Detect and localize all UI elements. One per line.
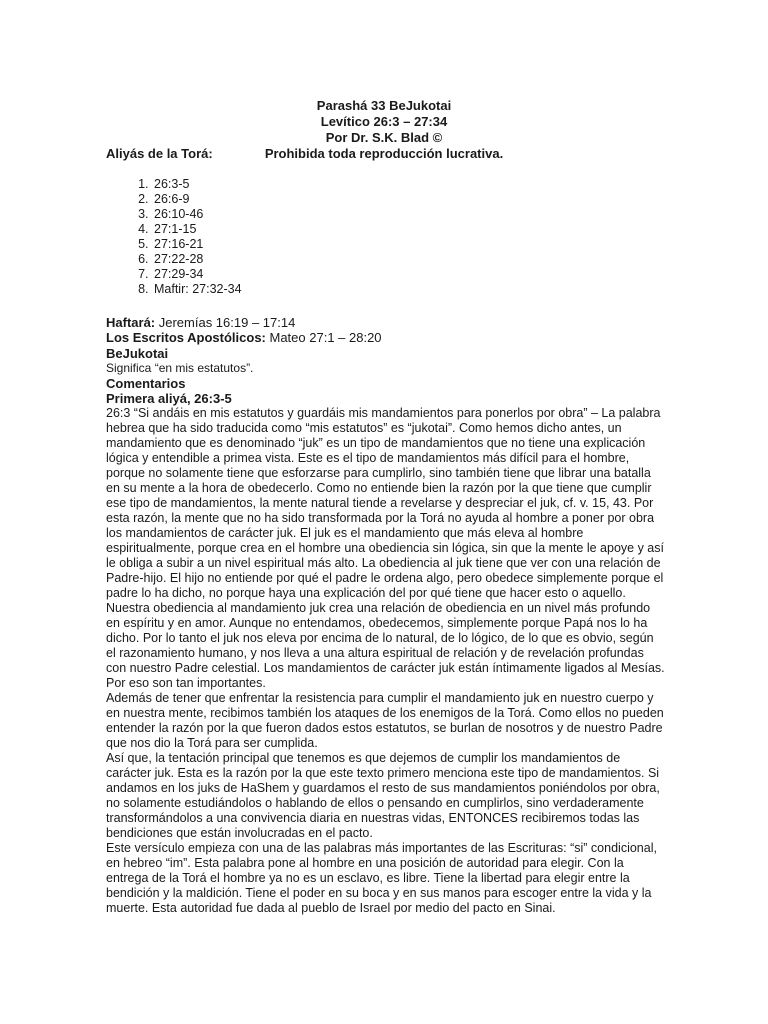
haftara-label: Haftará: bbox=[106, 315, 156, 331]
copyright-notice: Prohibida toda reproducción lucrativa. bbox=[264, 146, 504, 161]
commentary-paragraph: 26:3 “Si andáis en mis estatutos y guardáis mis mandamientos para ponerlos por obra” – La palabra hebrea que ha sido traducida como “mis estatutos” es “jukotai”. Como hemos dicho antes, un mandamiento que es denominado “juk” es un tipo de mandamientos que no tiene una explicación lógica y entendible a primea vista. Este es el tipo de mandamientos más difícil para el hombre, porque no solamente tiene que esforzarse para cumplirlo, sino también tiene que librar una batalla en su mente a la hora de obedecerlo. Como no entiende bien la razón por la que tiene que cumplir ese tipo de mandamientos, la mente natural tiende a revelarse y despreciar el juk, cf. v. 15, 43. Por esta razón, la mente que no ha sido transformada por la Torá no ayuda al hombre a poner por obra los mandamientos de carácter juk. El juk es el mandamiento que más eleva al hombre espiritualmente, porque crea en el hombre una obediencia sin lógica, sin que la mente le apoye y así le obliga a subir a un nivel espiritual más alto. La obediencia al juk tiene que ver con una relación de Padre-hijo. El hijo no entiende por qué el padre le ordena algo, pero obedece simplemente porque el padre lo ha dicho, no porque haya una explicación del por qué tiene que hacer esto o aquello. Nuestra obediencia al mandamiento juk crea una relación de obediencia en un nivel más profundo en espíritu y en amor. Aunque no entendamos, obedecemos, simplemente porque Papá nos lo ha dicho. Por lo tanto el juk nos eleva por encima de lo natural, de lo lógico, de lo que es obvio, según el razonamiento humano, y nos lleva a una altura espiritual de relación y de revelación profundas con nuestro Padre celestial. Los mandamientos de carácter juk están íntimamente ligados al Mesías. Por eso son tan importantes. bbox=[106, 406, 665, 691]
list-item: 8. Maftir: 27:32-34 bbox=[152, 282, 666, 297]
list-item: 2. 26:6-9 bbox=[152, 192, 666, 207]
list-item: 4. 27:1-15 bbox=[152, 222, 666, 237]
scripture-reference: Levítico 26:3 – 27:34 bbox=[320, 114, 448, 129]
escritos-label: Los Escritos Apostólicos: bbox=[106, 330, 266, 346]
commentary-paragraph: Así que, la tentación principal que tenemos es que dejemos de cumplir los mandamientos de carácter juk. Esta es la razón por la que este texto primero menciona este tipo de mandamientos. Si andamos en los juks de HaShem y guardamos el resto de sus mandamientos poniéndolos por obra, no solamente estudiándolos o hablando de ellos o pensando en cumplirlos, sino verdaderamente transformándolos a una convivencia diaria en nuestras vidas, ENTONCES recibiremos todas las bendiciones que están involucradas en el pacto. bbox=[106, 751, 660, 841]
author-line: Por Dr. S.K. Blad © bbox=[325, 130, 443, 145]
document-title: Parashá 33 BeJukotai bbox=[316, 98, 452, 113]
list-item: 1. 26:3-5 bbox=[152, 177, 666, 192]
list-item: 7. 27:29-34 bbox=[152, 267, 666, 282]
primera-aliya-heading: Primera aliyá, 26:3-5 bbox=[106, 391, 232, 407]
aliyas-list bbox=[106, 177, 666, 297]
document-body bbox=[106, 146, 666, 916]
comentarios-heading: Comentarios bbox=[106, 375, 186, 391]
haftara-value: Jeremías 16:19 – 17:14 bbox=[155, 315, 296, 331]
list-item: 5. 27:16-21 bbox=[152, 237, 666, 252]
commentary-paragraph: Este versículo empieza con una de las palabras más importantes de las Escrituras: “si” condicional, en hebreo “im”. Esta palabra pone al hombre en una posición de autoridad para elegir. Con la entrega de la Torá el hombre ya no es un esclavo, es libre. Tiene la libertad para elegir entre la bendición y la maldición. Tiene el poder en su boca y en sus manos para escoger entre la vida y la muerte. Esta autoridad fue dada al pueblo de Israel por medio del pacto en Sinai. bbox=[106, 841, 657, 916]
escritos-value: Mateo 27:1 – 28:20 bbox=[265, 330, 382, 346]
list-item: 3. 26:10-46 bbox=[152, 207, 666, 222]
commentary-paragraph: Además de tener que enfrentar la resistencia para cumplir el mandamiento juk en nuestro cuerpo y en nuestra mente, recibimos también los ataques de los enemigos de la Torá. Como ellos no pueden entender la razón por la que fueron dados estos estatutos, se burlan de nosotros y de nuestro Padre que nos dio la Torá para ser cumplida. bbox=[106, 691, 664, 751]
escritos-line bbox=[106, 330, 666, 345]
aliyas-heading: Aliyás de la Torá: bbox=[106, 146, 213, 161]
bejukotai-meaning: Significa “en mis estatutos”. bbox=[106, 360, 254, 375]
haftara-line bbox=[106, 315, 666, 330]
list-item: 6. 27:22-28 bbox=[152, 252, 666, 267]
bejukotai-heading: BeJukotai bbox=[106, 345, 169, 361]
